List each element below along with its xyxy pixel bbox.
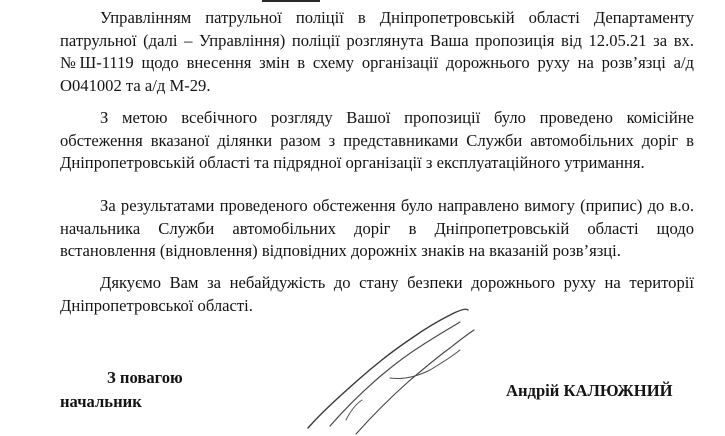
paragraph-text: Дякуємо Вам за небайдужість до стану безпеки дорожнього руху на території Дніпропетровської області. bbox=[60, 273, 694, 315]
paragraph-inspection bbox=[60, 107, 694, 175]
top-edge-mark bbox=[262, 0, 320, 2]
paragraph-review-notice bbox=[60, 7, 694, 97]
paragraph-text: За результатами проведеного обстеження було направлено вимогу (припис) до в.о. начальника Служби автомобільних доріг в Дніпропетровській області щодо встановлення (відновлення) відповідних дорожніх знаків на вказаній розв’язці. bbox=[60, 196, 694, 261]
handwritten-signature bbox=[300, 300, 510, 436]
paragraph-text: З метою всебічного розгляду Вашої пропозиції було проведено комісійне обстеження вказаної ділянки разом з представниками Служби автомобільних доріг в Дніпропетровській області та підрядної організації з експлуатаційного утримання. bbox=[60, 108, 694, 173]
signer-position: начальник bbox=[60, 392, 142, 411]
paragraph-text: Управлінням патрульної поліції в Дніпропетровській області Департаменту патрульної (далі – Управління) поліції розглянута Ваша пропозиція від 12.05.21 за вх. №Ш-1119 щодо внесення змін в схему організації дорожнього руху на розв’язці а/д О041002 та а/д М-29. bbox=[60, 8, 694, 95]
signer-name: Андрій КАЛЮЖНИЙ bbox=[506, 381, 673, 400]
closing-regards: З повагою bbox=[107, 368, 183, 387]
paragraph-results bbox=[60, 195, 694, 263]
